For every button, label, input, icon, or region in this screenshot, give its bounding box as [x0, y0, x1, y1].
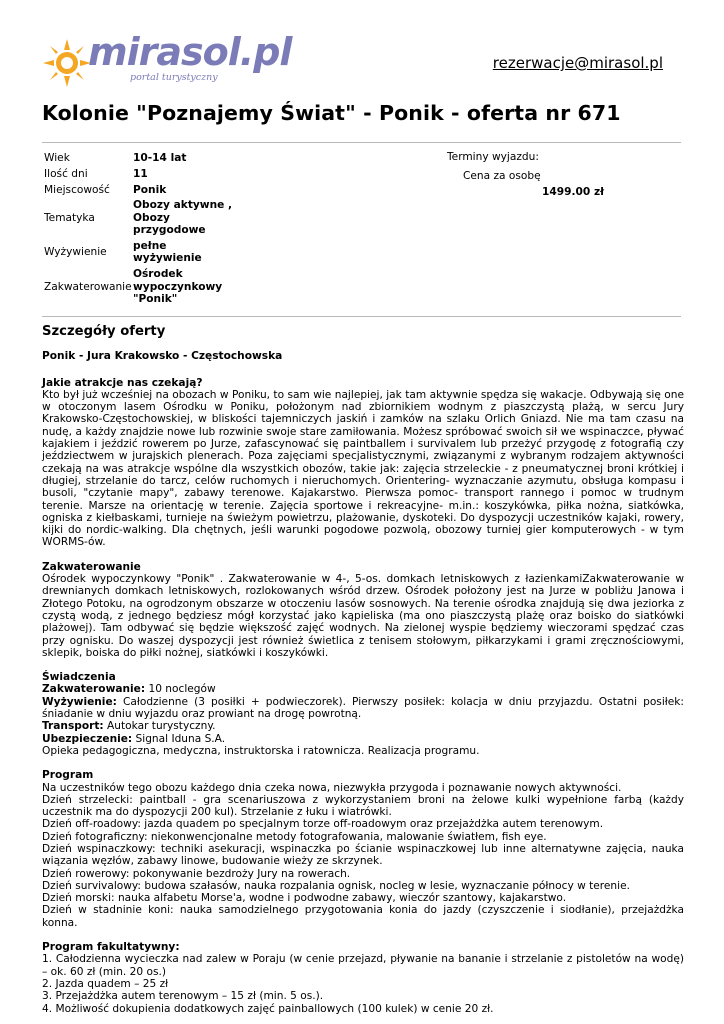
attribute-value: 11 [133, 167, 148, 180]
attribute-row [44, 238, 237, 266]
attribute-row [44, 266, 237, 308]
attribute-label: Wyżywienie [44, 246, 107, 258]
attribute-value: Ponik [133, 183, 167, 196]
program-line: Dzień wspinaczkowy: techniki asekuracji, wspinaczka po ścianie wspinaczkowej lub inne alternatywne zajęcia, nauka wiązania węzłów, zabawy linowe, budowanie wieży ze skrzynek. [42, 842, 684, 868]
program-line: Dzień survivalowy: budowa szałasów, nauka rozpalania ognisk, nocleg w lesie, wyznaczanie północy w terenie. [42, 879, 630, 892]
benefits-heading: Świadczenia [42, 671, 116, 684]
optional-program-section [42, 941, 684, 1015]
divider [42, 316, 681, 317]
benefit-item: Zakwaterowanie: 10 noclegów [42, 683, 216, 696]
program-line: Dzień fotograficzny: niekonwencjonalne metody fotografowania, malowanie światłem, fish eye. [42, 830, 547, 843]
program-line: Dzień strzelecki: paintball - gra scenariuszowa z wykorzystaniem broni na żelowe kulki wypełnione farbą (każdy uczestnik ma do dyspozycji 200 kul). Strzelanie z łuku i wiatrówki. [42, 793, 684, 819]
attribute-value: Ośrodek wypoczynkowy "Ponik" [133, 268, 223, 306]
benefit-item: Ubezpieczenie: Signal Iduna S.A. [42, 732, 226, 745]
accommodation-text: Ośrodek wypoczynkowy "Ponik" . Zakwaterowanie w 4-, 5-os. domkach letniskowych z łazienkamiZakwaterowanie w drewnianych domkach letniskowych, rozlokowanych wśród drzew. Ośrodek położony jest na Jurze w pobliżu Janowa i Złotego Potoku, na ogrodzonym obszarze w otoczeniu lasów sosnowych. Na terenie ośrodka znajdują się dwa jeziorka z czystą wodą, z jednego będziesz mógł korzystać jako kąpieliska (ma ono piaszczystą plażę oraz boisko do siatkówki plażowej). Tam odbywać się będzie większość zajęć wodnych. Na zielonej wyspie będziemy wieczorami spędzać czas przy ognisku. Do waszej dyspozycji jest również świetlica z tenisem stołowym, piłkarzykami i grami zręcznościowymi, sklepik, boiska do piłki nożnej, siatkówki i koszykówki. [42, 573, 684, 659]
benefit-item: Transport: Autokar turystyczny. [42, 720, 216, 733]
offer-attributes [44, 150, 237, 308]
details-heading: Szczegóły oferty [42, 324, 166, 339]
contact-email-link[interactable]: rezerwacje@mirasol.pl [492, 54, 663, 72]
price-label: Cena za osobę [463, 170, 541, 182]
attribute-value: 10-14 lat [133, 151, 187, 164]
optional-program-heading: Program fakultatywny: [42, 941, 180, 954]
program-heading: Program [42, 769, 94, 782]
attribute-row [44, 166, 237, 182]
optional-program-line: 4. Możliwość dokupienia dodatkowych zajęć painballowych (100 kulek) w cenie 20 zł. [42, 1002, 494, 1015]
program-line: Dzień w stadninie koni: nauka samodzielnego przygotowania konia do jazdy (czyszczenie i siodłanie), przejażdżka konna. [42, 904, 684, 929]
attractions-text: Kto był już wcześniej na obozach w Poniku, to sam wie najlepiej, jak tam aktywnie spędza się wakacje. Odbywają się one w otoczonym lasem Ośrodku w Poniku, położonym nad zbiornikiem wodnym z piaszczystą plażą, w sercu Jury Krakowsko-Częstochowskiej, w bliskości tajemniczych jaskiń i zamków na szlaku Orlich Gniazd. Nie ma tam czasu na nudę, a każdy znajdzie nowe lub rozwinie swoje stare zamiłowania. Możesz spróbować swoich sił we wspinaczce, pływać kajakiem i jeździć rowerem po Jurze, zafascynować się paintballem i survivalem lub przeżyć przygodę z fotografią czy jeździectwem w jurajskich plenerach. Poza zajęciami specjalistycznymi, związanymi z wybranym rodzajem aktywności czekają na was atrakcje wspólne dla wszystkich obozów, takie jak: zajęcia strzeleckie - z pneumatycznej broni krótkiej i długiej, strzelanie do tarcz, celów ruchomych i nieruchomych. Orientering- wyznaczanie azymutu, obsługa kompasu i busoli, "czytanie mapy", zabawy terenowe. Kajakarstwo. Pierwsza pomoc- transport rannego i pomoc w trudnym terenie. Marsze na orientację w terenie. Zajęcia sportowe i rekreacyjne- m.in.: koszykówka, piłka nożna, siatkówka, ogniska z kiełbaskami, turnieje na świeżym powietrzu, plażowanie, dyskoteki. Do dyspozycji uczestników kajaki, rowery, kijki do nordic-walking. Dla chętnych, jeśli warunki pogodowe pozwolą, obozowy turniej gier komputerowych - w tym WORMS-ów. [42, 388, 684, 549]
attribute-label: Zakwaterowanie [44, 281, 132, 293]
divider [42, 142, 681, 143]
details-subtitle: Ponik - Jura Krakowsko - Częstochowska [42, 350, 283, 363]
attribute-label: Tematyka [44, 212, 95, 224]
attribute-label: Wiek [44, 152, 70, 164]
attribute-row [44, 150, 237, 166]
attractions-heading: Jakie atrakcje nas czekają? [42, 376, 203, 389]
program-line: Dzień off-roadowy: jazda quadem po specjalnym torze off-roadowym oraz przejażdżka autem terenowym. [42, 818, 604, 831]
benefit-item: Opieka pedagogiczna, medyczna, instruktorska i ratownicza. Realizacja programu. [42, 744, 480, 757]
program-line: Dzień rowerowy: pokonywanie bezdroży Jury na rowerach. [42, 867, 351, 880]
attribute-value: Obozy aktywne , Obozy przygodowe [133, 199, 233, 237]
accommodation-heading: Zakwaterowanie [42, 560, 141, 573]
attribute-row [44, 198, 237, 238]
price-value: 1499.00 zł [542, 186, 605, 198]
program-section [42, 769, 684, 929]
brand-name: mirasol.pl [88, 30, 292, 74]
benefits-section [42, 671, 684, 757]
optional-program-line: 3. Przejażdżka autem terenowym – 15 zł (min. 5 os.). [42, 990, 324, 1003]
benefit-item: Wyżywienie: Całodzienne (3 posiłki + podwieczorek). Pierwszy posiłek: kolacja w dniu przyjazdu. Ostatni posiłek: śniadanie w dniu wyjazdu oraz prowiant na drogę powrotną. [42, 695, 684, 721]
attribute-label: Ilość dni [44, 168, 88, 180]
attribute-label: Miejscowość [44, 184, 110, 196]
optional-program-line: 2. Jazda quadem – 25 zł [42, 977, 169, 990]
optional-program-line: 1. Całodzienna wycieczka nad zalew w Poraju (w cenie przejazd, pływanie na bananie i strzelanie z pistoletów na wodę) – ok. 60 zł (min. 20 os.) [42, 953, 684, 978]
departure-terms-label: Terminy wyjazdu: [447, 151, 539, 163]
attribute-row [44, 182, 237, 198]
program-line: Dzień morski: nauka alfabetu Morse'a, wodne i podwodne zabawy, wieczór szantowy, kajakarstwo. [42, 892, 567, 905]
brand-tagline: portal turystyczny [130, 72, 218, 83]
attribute-value: pełne wyżywienie [133, 239, 202, 264]
offer-details [42, 326, 684, 1015]
sun-logo-icon [42, 38, 92, 88]
program-line: Na uczestników tego obozu każdego dnia czeka nowa, niezwykła przygoda i poznawanie nowych aktywności. [42, 781, 622, 794]
page-title: Kolonie "Poznajemy Świat" - Ponik - oferta nr 671 [42, 101, 621, 125]
mirasol-logo[interactable] [42, 30, 292, 92]
